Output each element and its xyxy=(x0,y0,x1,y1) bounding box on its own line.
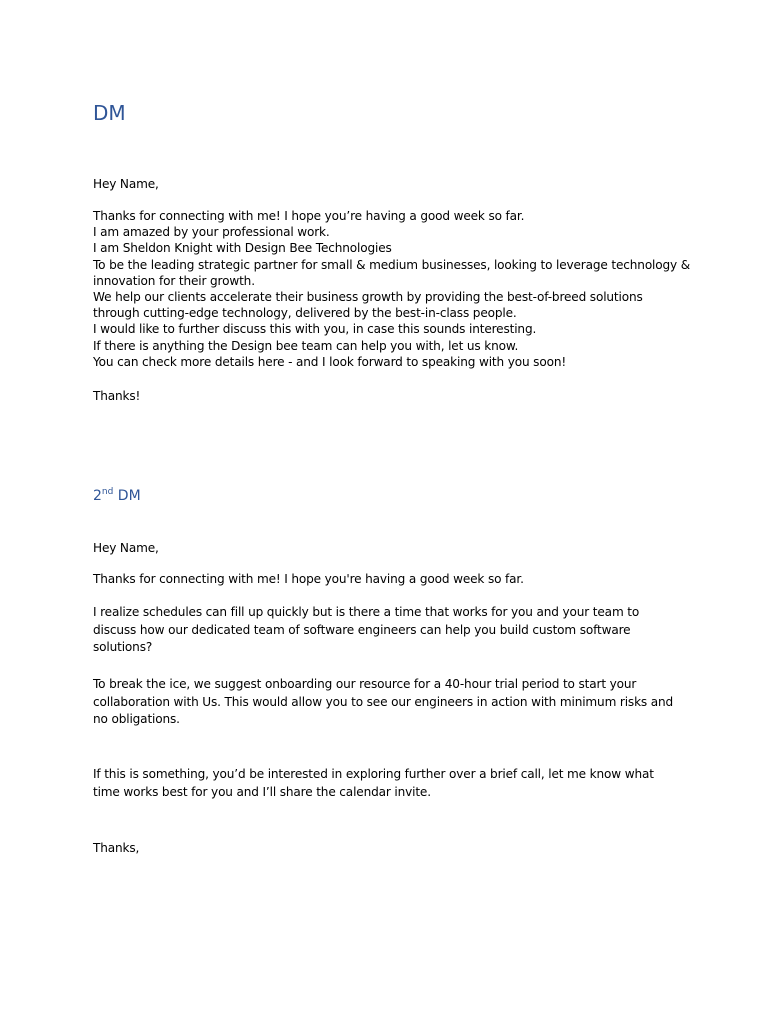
section-2-greeting: Hey Name, xyxy=(93,541,159,555)
section-2-title-suffix: nd xyxy=(101,487,114,497)
section-1-line: You can check more details here - and I look forward to speaking with you soon! xyxy=(93,354,567,369)
section-1-line: innovation for their growth. xyxy=(93,273,255,288)
section-2-paragraph: If this is something, you’d be interested in exploring further over a brief call, let me know what time works best for you and I’ll share the calendar invite. xyxy=(93,767,654,799)
section-2-title-rest: DM xyxy=(113,488,141,504)
section-1-line: To be the leading strategic partner for small & medium businesses, looking to leverage technology & xyxy=(93,257,691,272)
section-1-line: through cutting-edge technology, delivered by the best-in-class people. xyxy=(93,306,517,321)
section-1-greeting: Hey Name, xyxy=(93,177,159,191)
section-1-line: I am Sheldon Knight with Design Bee Technologies xyxy=(93,241,392,256)
section-1-line: I am amazed by your professional work. xyxy=(93,225,330,240)
section-1-line: I would like to further discuss this with you, in case this sounds interesting. xyxy=(93,322,537,337)
section-2-paragraph: I realize schedules can fill up quickly but is there a time that works for you and your team to discuss how our dedicated team of software engineers can help you build custom software solutions? xyxy=(93,605,640,655)
section-1-line: Thanks for connecting with me! I hope you’re having a good week so far. xyxy=(93,209,525,223)
section-2-paragraph: To break the ice, we suggest onboarding our resource for a 40-hour trial period to start your collaboration with Us. This would allow you to see our engineers in action with minimum risks and no obligations. xyxy=(93,677,674,727)
section-1-signoff: Thanks! xyxy=(93,389,141,403)
section-2-title xyxy=(93,486,141,506)
section-1-line: We help our clients accelerate their business growth by providing the best-of-breed solutions xyxy=(93,290,643,304)
section-2-title-number: 2 xyxy=(93,488,102,504)
section-1-title: DM xyxy=(93,101,126,125)
section-2-paragraph: Thanks for connecting with me! I hope you're having a good week so far. xyxy=(93,572,524,586)
section-1-line: If there is anything the Design bee team can help you with, let us know. xyxy=(93,338,519,353)
section-2-signoff: Thanks, xyxy=(93,841,140,855)
document-page xyxy=(93,0,691,1024)
